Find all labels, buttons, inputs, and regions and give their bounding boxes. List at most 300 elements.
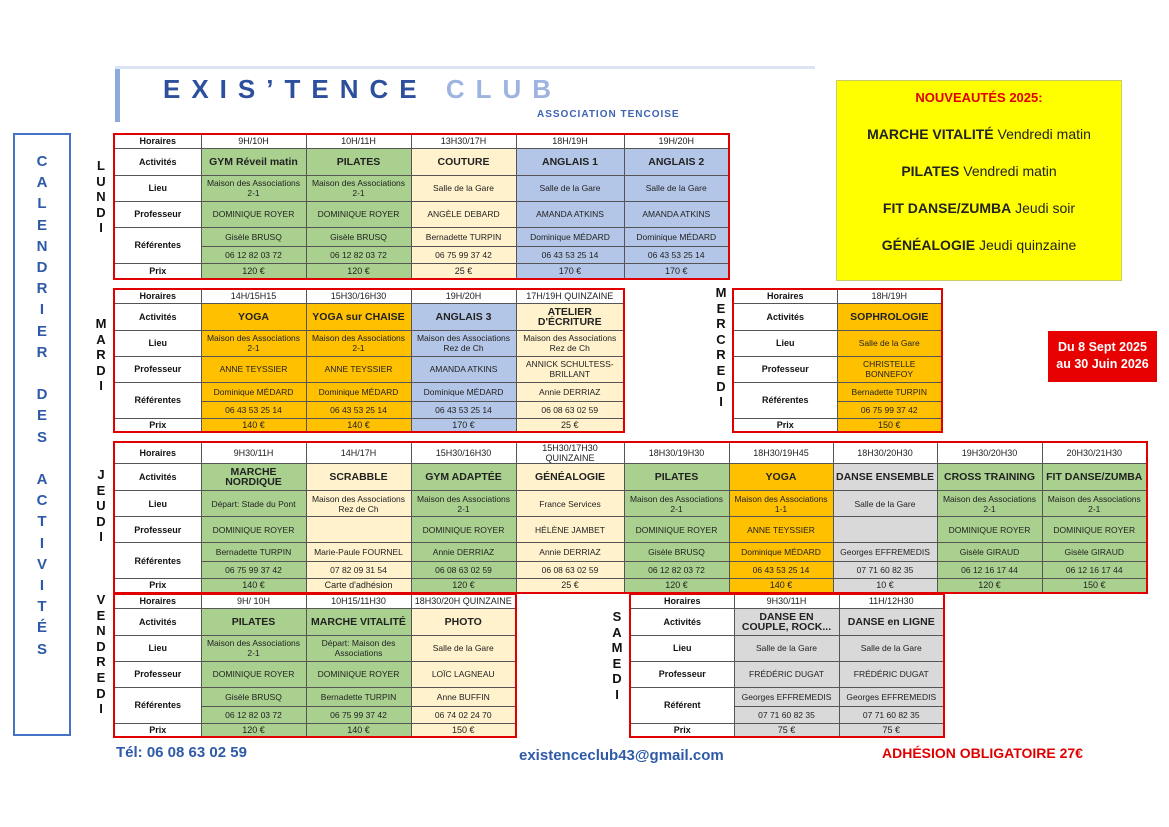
cell-tel: 06 74 02 24 70 bbox=[411, 706, 516, 723]
row-label-horaire: Horaires bbox=[733, 289, 837, 303]
row-label-horaire: Horaires bbox=[114, 594, 201, 608]
calendar-letter bbox=[15, 448, 69, 469]
table-row-lieu bbox=[114, 330, 624, 356]
schedule-table-jeudi bbox=[113, 441, 1148, 594]
cell-prix: 170 € bbox=[624, 263, 729, 279]
table-row-activite bbox=[114, 464, 1147, 491]
cell-prof: CHRISTELLE BONNEFOY bbox=[837, 356, 942, 382]
cell-ref: Gisèle BRUSQ bbox=[624, 543, 729, 562]
cell-prix: 25 € bbox=[516, 418, 624, 432]
calendar-letter: I bbox=[39, 534, 45, 552]
day-letter: E bbox=[96, 607, 106, 623]
cell-prof: AMANDA ATKINS bbox=[624, 201, 729, 227]
season-dates-line-2: au 30 Juin 2026 bbox=[1056, 357, 1149, 371]
cell-tel: 06 43 53 25 14 bbox=[516, 246, 624, 263]
day-letter: S bbox=[612, 609, 622, 624]
day-letter: M bbox=[611, 640, 623, 656]
cell-prof: ANGÈLE DEBARD bbox=[411, 201, 516, 227]
day-letter: D bbox=[96, 204, 106, 220]
day-label-lundi bbox=[93, 158, 109, 236]
day-letter: E bbox=[716, 300, 726, 316]
cell-tel: 06 12 82 03 72 bbox=[201, 706, 306, 723]
day-letter: I bbox=[99, 701, 103, 717]
calendar-label-box bbox=[13, 133, 71, 736]
day-label-mercredi bbox=[713, 285, 729, 410]
day-letter: D bbox=[716, 378, 726, 394]
cell-ref: Annie DERRIAZ bbox=[516, 382, 624, 401]
cell-lieu: Salle de la Gare bbox=[516, 175, 624, 201]
row-label-prix: Prix bbox=[733, 418, 837, 432]
cell-horaire: 18H/19H bbox=[516, 134, 624, 148]
cell-activite: PILATES bbox=[201, 608, 306, 635]
day-letter: I bbox=[99, 220, 103, 236]
cell-ref: Annie DERRIAZ bbox=[516, 543, 624, 562]
cell-prof: HÉLÈNE JAMBET bbox=[516, 517, 624, 543]
row-label-prix: Prix bbox=[114, 579, 201, 593]
cell-ref: Gisèle GIRAUD bbox=[1042, 543, 1147, 562]
day-letter: D bbox=[96, 362, 106, 378]
cell-tel: 07 82 09 31 54 bbox=[306, 562, 411, 579]
row-label-prof: Professeur bbox=[630, 661, 734, 687]
day-letter: R bbox=[716, 347, 726, 363]
cell-tel: 06 08 63 02 59 bbox=[516, 401, 624, 418]
cell-prof: LOÏC LAGNEAU bbox=[411, 661, 516, 687]
cell-activite: CROSS TRAINING bbox=[937, 464, 1042, 491]
day-letter: R bbox=[96, 347, 106, 363]
schedule-table-lundi bbox=[113, 133, 730, 280]
cell-lieu: Maison des Associations 2-1 bbox=[1042, 491, 1147, 517]
table-row-tel bbox=[114, 246, 729, 263]
row-label-prix: Prix bbox=[630, 723, 734, 737]
cell-lieu: Maison des Associations 2-1 bbox=[201, 330, 306, 356]
row-label-activite: Activités bbox=[630, 608, 734, 635]
cell-tel: 07 71 60 82 35 bbox=[833, 562, 937, 579]
cell-activite: YOGA bbox=[729, 464, 833, 491]
day-letter: V bbox=[96, 592, 106, 607]
table-row-lieu bbox=[733, 330, 942, 356]
row-label-ref: Référentes bbox=[114, 687, 201, 723]
news-line-2: PILATES Vendredi matin bbox=[901, 163, 1057, 179]
day-letter: I bbox=[99, 529, 103, 545]
cell-lieu: Salle de la Gare bbox=[837, 330, 942, 356]
table-row-ref bbox=[114, 543, 1147, 562]
cell-prof: ANNICK SCHULTESS-BRILLANT bbox=[516, 356, 624, 382]
table-row-prix bbox=[114, 579, 1147, 593]
calendar-letter: L bbox=[37, 195, 47, 213]
cell-prix: 25 € bbox=[516, 579, 624, 593]
cell-horaire: 15H30/17H30 QUINZAINE bbox=[516, 442, 624, 464]
calendar-letter: I bbox=[39, 577, 45, 595]
row-label-activite: Activités bbox=[733, 303, 837, 330]
table-row-ref bbox=[114, 687, 516, 706]
day-letter: J bbox=[97, 467, 105, 482]
day-letter: D bbox=[612, 671, 622, 687]
cell-prof: AMANDA ATKINS bbox=[411, 356, 516, 382]
club-logo bbox=[115, 66, 825, 122]
cell-lieu: Salle de la Gare bbox=[833, 491, 937, 517]
row-label-horaire: Horaires bbox=[114, 442, 201, 464]
row-label-prof: Professeur bbox=[114, 661, 201, 687]
cell-prix: 75 € bbox=[839, 723, 944, 737]
row-label-prof: Professeur bbox=[114, 517, 201, 543]
cell-activite: PILATES bbox=[624, 464, 729, 491]
calendar-letter: R bbox=[36, 280, 48, 298]
cell-activite: COUTURE bbox=[411, 148, 516, 175]
cell-lieu: Maison des Associations 2-1 bbox=[411, 491, 516, 517]
cell-tel: 06 12 82 03 72 bbox=[306, 246, 411, 263]
day-letter: E bbox=[716, 362, 726, 378]
cell-prix: 170 € bbox=[411, 418, 516, 432]
calendar-letter bbox=[15, 363, 69, 384]
cell-lieu: Salle de la Gare bbox=[734, 635, 839, 661]
cell-ref: Georges EFFREMEDIS bbox=[833, 543, 937, 562]
logo-top-line bbox=[115, 66, 815, 69]
cell-lieu: Salle de la Gare bbox=[411, 635, 516, 661]
cell-activite: ANGLAIS 1 bbox=[516, 148, 624, 175]
news-line-3: FIT DANSE/ZUMBA Jeudi soir bbox=[882, 200, 1076, 216]
cell-prix: Carte d'adhésion bbox=[306, 579, 411, 593]
season-dates-box bbox=[1048, 331, 1157, 382]
cell-tel: 06 75 99 37 42 bbox=[306, 706, 411, 723]
cell-tel: 06 12 16 17 44 bbox=[1042, 562, 1147, 579]
cell-tel: 06 43 53 25 14 bbox=[306, 401, 411, 418]
calendar-letter: E bbox=[36, 322, 47, 340]
cell-activite: ANGLAIS 3 bbox=[411, 303, 516, 330]
cell-prof bbox=[306, 517, 411, 543]
cell-lieu: Maison des Associations Rez de Ch bbox=[516, 330, 624, 356]
cell-tel: 06 12 82 03 72 bbox=[624, 562, 729, 579]
day-letter: N bbox=[96, 623, 106, 639]
row-label-ref: Référentes bbox=[733, 382, 837, 418]
row-label-prof: Professeur bbox=[733, 356, 837, 382]
logo-title-main: EXIS’TENCE bbox=[163, 74, 428, 104]
cell-ref: Bernadette TURPIN bbox=[837, 382, 942, 401]
table-row-prof bbox=[733, 356, 942, 382]
cell-prix: 120 € bbox=[624, 579, 729, 593]
calendar-letter: T bbox=[37, 513, 47, 531]
day-label-mardi bbox=[93, 316, 109, 394]
cell-tel: 06 75 99 37 42 bbox=[837, 401, 942, 418]
cell-activite: MARCHE NORDIQUE bbox=[201, 464, 306, 491]
table-row-prix bbox=[630, 723, 944, 737]
cell-prof: DOMINIQUE ROYER bbox=[1042, 517, 1147, 543]
cell-tel: 07 71 60 82 35 bbox=[839, 706, 944, 723]
logo-title-light: CLUB bbox=[445, 74, 563, 104]
cell-activite: SCRABBLE bbox=[306, 464, 411, 491]
row-label-activite: Activités bbox=[114, 303, 201, 330]
cell-activite: ATELIER D'ÉCRITURE bbox=[516, 303, 624, 330]
table-row-lieu bbox=[630, 635, 944, 661]
cell-tel: 06 43 53 25 14 bbox=[201, 401, 306, 418]
calendar-letter: T bbox=[37, 598, 47, 616]
cell-lieu: Départ: Maison des Associations bbox=[306, 635, 411, 661]
cell-prof: DOMINIQUE ROYER bbox=[201, 661, 306, 687]
cell-ref: Dominique MÉDARD bbox=[729, 543, 833, 562]
day-letter: D bbox=[96, 513, 106, 529]
cell-horaire: 15H30/16H30 bbox=[411, 442, 516, 464]
cell-prof: DOMINIQUE ROYER bbox=[937, 517, 1042, 543]
row-label-activite: Activités bbox=[114, 608, 201, 635]
cell-prof: AMANDA ATKINS bbox=[516, 201, 624, 227]
day-letter: U bbox=[96, 173, 106, 189]
cell-prix: 25 € bbox=[411, 263, 516, 279]
cell-horaire: 15H30/16H30 bbox=[306, 289, 411, 303]
day-letter: R bbox=[716, 316, 726, 332]
cell-prix: 150 € bbox=[837, 418, 942, 432]
table-row-horaire bbox=[630, 594, 944, 608]
logo-accent-bar bbox=[115, 66, 120, 122]
cell-ref: Marie-Paule FOURNEL bbox=[306, 543, 411, 562]
table-row-activite bbox=[114, 148, 729, 175]
cell-prof: ANNE TEYSSIER bbox=[201, 356, 306, 382]
row-label-ref: Référentes bbox=[114, 543, 201, 579]
cell-horaire: 19H30/20H30 bbox=[937, 442, 1042, 464]
cell-lieu: Maison des Associations 2-1 bbox=[624, 491, 729, 517]
table-row-activite bbox=[114, 303, 624, 330]
day-letter: E bbox=[612, 655, 622, 671]
cell-horaire: 9H30/11H bbox=[734, 594, 839, 608]
cell-horaire: 19H/20H bbox=[624, 134, 729, 148]
cell-prix: 140 € bbox=[306, 418, 411, 432]
day-label-samedi bbox=[609, 609, 625, 703]
cell-lieu: Maison des Associations 2-1 bbox=[201, 175, 306, 201]
cell-lieu: Maison des Associations Rez de Ch bbox=[411, 330, 516, 356]
cell-prix: 150 € bbox=[1042, 579, 1147, 593]
cell-prix: 140 € bbox=[201, 579, 306, 593]
table-row-activite bbox=[630, 608, 944, 635]
cell-prix: 120 € bbox=[201, 723, 306, 737]
schedule-table-vendredi bbox=[113, 593, 517, 738]
cell-activite: PHOTO bbox=[411, 608, 516, 635]
cell-horaire: 11H/12H30 bbox=[839, 594, 944, 608]
row-label-horaire: Horaires bbox=[114, 134, 201, 148]
cell-activite: DANSE EN COUPLE, ROCK... bbox=[734, 608, 839, 635]
day-letter: I bbox=[719, 394, 723, 410]
cell-ref: Dominique MÉDARD bbox=[516, 227, 624, 246]
day-letter: A bbox=[96, 331, 106, 347]
cell-prix: 120 € bbox=[306, 263, 411, 279]
cell-horaire: 9H/ 10H bbox=[201, 594, 306, 608]
table-row-horaire bbox=[114, 134, 729, 148]
calendar-letter: N bbox=[36, 237, 48, 255]
cell-activite: DANSE en LIGNE bbox=[839, 608, 944, 635]
cell-prof: DOMINIQUE ROYER bbox=[201, 517, 306, 543]
table-row-horaire bbox=[114, 442, 1147, 464]
cell-prix: 120 € bbox=[411, 579, 516, 593]
cell-prof: DOMINIQUE ROYER bbox=[306, 661, 411, 687]
cell-prix: 140 € bbox=[729, 579, 833, 593]
table-row-lieu bbox=[114, 635, 516, 661]
table-row-prof bbox=[114, 201, 729, 227]
cell-activite: PILATES bbox=[306, 148, 411, 175]
cell-ref: Gisèle BRUSQ bbox=[306, 227, 411, 246]
day-letter: A bbox=[612, 624, 622, 640]
calendar-letter: R bbox=[36, 343, 48, 361]
cell-ref: Dominique MÉDARD bbox=[624, 227, 729, 246]
cell-prix: 75 € bbox=[734, 723, 839, 737]
table-row-ref bbox=[114, 227, 729, 246]
row-label-ref: Référentes bbox=[114, 382, 201, 418]
table-row-prof bbox=[630, 661, 944, 687]
cell-ref: Bernadette TURPIN bbox=[306, 687, 411, 706]
news-line-1: MARCHE VITALITÉ Vendredi matin bbox=[867, 126, 1091, 142]
schedule-table-mercredi bbox=[732, 288, 943, 433]
footer-phone: Tél: 06 08 63 02 59 bbox=[116, 744, 247, 761]
table-row-prof bbox=[114, 517, 1147, 543]
cell-activite: YOGA bbox=[201, 303, 306, 330]
calendar-letter: E bbox=[36, 407, 47, 425]
calendar-letter: V bbox=[36, 555, 47, 573]
cell-horaire: 9H30/11H bbox=[201, 442, 306, 464]
row-label-horaire: Horaires bbox=[630, 594, 734, 608]
row-label-lieu: Lieu bbox=[114, 635, 201, 661]
news-line-4: GÉNÉALOGIE Jeudi quinzaine bbox=[881, 237, 1077, 253]
schedule-table-samedi bbox=[629, 593, 945, 738]
calendar-letter: A bbox=[36, 471, 48, 489]
cell-horaire: 18H30/19H45 bbox=[729, 442, 833, 464]
cell-ref: Georges EFFREMEDIS bbox=[839, 687, 944, 706]
row-label-activite: Activités bbox=[114, 464, 201, 491]
cell-tel: 06 08 63 02 59 bbox=[411, 562, 516, 579]
cell-horaire: 18H/19H bbox=[837, 289, 942, 303]
cell-prof: FRÉDÉRIC DUGAT bbox=[734, 661, 839, 687]
cell-prix: 120 € bbox=[201, 263, 306, 279]
cell-prix: 140 € bbox=[201, 418, 306, 432]
cell-prof: ANNE TEYSSIER bbox=[729, 517, 833, 543]
cell-prof: DOMINIQUE ROYER bbox=[411, 517, 516, 543]
cell-lieu: Maison des Associations 2-1 bbox=[306, 175, 411, 201]
row-label-ref: Référentes bbox=[114, 227, 201, 263]
cell-ref: Gisèle BRUSQ bbox=[201, 687, 306, 706]
cell-prix: 120 € bbox=[937, 579, 1042, 593]
calendar-letter: E bbox=[36, 216, 47, 234]
cell-lieu: Maison des Associations Rez de Ch bbox=[306, 491, 411, 517]
day-letter: R bbox=[96, 654, 106, 670]
cell-tel: 06 43 53 25 14 bbox=[729, 562, 833, 579]
table-row-ref bbox=[630, 687, 944, 706]
calendar-letter: S bbox=[36, 428, 47, 446]
cell-horaire: 13H30/17H bbox=[411, 134, 516, 148]
day-letter: M bbox=[95, 316, 107, 331]
cell-tel: 06 75 99 37 42 bbox=[201, 562, 306, 579]
table-row-prix bbox=[114, 723, 516, 737]
cell-activite: GÉNÉALOGIE bbox=[516, 464, 624, 491]
cell-prof: DOMINIQUE ROYER bbox=[306, 201, 411, 227]
table-row-activite bbox=[733, 303, 942, 330]
table-row-horaire bbox=[114, 594, 516, 608]
cell-horaire: 18H30/20H30 bbox=[833, 442, 937, 464]
cell-horaire: 10H/11H bbox=[306, 134, 411, 148]
row-label-lieu: Lieu bbox=[114, 330, 201, 356]
news-title: NOUVEAUTÉS 2025: bbox=[915, 90, 1043, 105]
table-row-prof bbox=[114, 661, 516, 687]
cell-horaire: 20H30/21H30 bbox=[1042, 442, 1147, 464]
row-label-lieu: Lieu bbox=[733, 330, 837, 356]
table-row-prix bbox=[114, 263, 729, 279]
cell-horaire: 14H/17H bbox=[306, 442, 411, 464]
cell-horaire: 18H30/19H30 bbox=[624, 442, 729, 464]
day-letter: M bbox=[715, 285, 727, 300]
table-row-lieu bbox=[114, 175, 729, 201]
cell-ref: Gisèle GIRAUD bbox=[937, 543, 1042, 562]
cell-tel: 06 12 16 17 44 bbox=[937, 562, 1042, 579]
cell-activite: DANSE ENSEMBLE bbox=[833, 464, 937, 491]
season-dates-line-1: Du 8 Sept 2025 bbox=[1058, 340, 1147, 354]
cell-lieu: Salle de la Gare bbox=[411, 175, 516, 201]
news-box bbox=[836, 80, 1122, 281]
schedule-table-mardi bbox=[113, 288, 625, 433]
cell-lieu: Maison des Associations 2-1 bbox=[937, 491, 1042, 517]
cell-lieu: Départ: Stade du Pont bbox=[201, 491, 306, 517]
cell-horaire: 14H/15H15 bbox=[201, 289, 306, 303]
cell-prof: ANNE TEYSSIER bbox=[306, 356, 411, 382]
cell-lieu: Maison des Associations 1-1 bbox=[729, 491, 833, 517]
row-label-activite: Activités bbox=[114, 148, 201, 175]
calendar-letter: D bbox=[36, 386, 48, 404]
row-label-lieu: Lieu bbox=[630, 635, 734, 661]
calendar-letter: A bbox=[36, 174, 48, 192]
table-row-activite bbox=[114, 608, 516, 635]
footer-email[interactable]: existenceclub43@gmail.com bbox=[519, 747, 724, 764]
day-letter: U bbox=[96, 498, 106, 514]
table-row-lieu bbox=[114, 491, 1147, 517]
table-row-horaire bbox=[733, 289, 942, 303]
cell-tel: 06 43 53 25 14 bbox=[411, 401, 516, 418]
row-label-prix: Prix bbox=[114, 418, 201, 432]
cell-ref: Dominique MÉDARD bbox=[201, 382, 306, 401]
table-row-horaire bbox=[114, 289, 624, 303]
logo-subtitle: ASSOCIATION TENCOISE bbox=[537, 109, 680, 120]
table-row-ref bbox=[733, 382, 942, 401]
row-label-ref: Référent bbox=[630, 687, 734, 723]
row-label-lieu: Lieu bbox=[114, 175, 201, 201]
table-row-tel bbox=[114, 562, 1147, 579]
table-row-prof bbox=[114, 356, 624, 382]
day-label-jeudi bbox=[93, 467, 109, 545]
calendar-letter: É bbox=[36, 619, 47, 637]
cell-tel: 07 71 60 82 35 bbox=[734, 706, 839, 723]
row-label-horaire: Horaires bbox=[114, 289, 201, 303]
row-label-lieu: Lieu bbox=[114, 491, 201, 517]
table-row-prix bbox=[733, 418, 942, 432]
cell-prix: 140 € bbox=[306, 723, 411, 737]
cell-tel: 06 43 53 25 14 bbox=[624, 246, 729, 263]
calendar-letter: C bbox=[36, 153, 48, 170]
calendar-letter: I bbox=[39, 301, 45, 319]
cell-prof: FRÉDÉRIC DUGAT bbox=[839, 661, 944, 687]
cell-activite: GYM Réveil matin bbox=[201, 148, 306, 175]
calendar-letter: D bbox=[36, 259, 48, 277]
cell-ref: Gisèle BRUSQ bbox=[201, 227, 306, 246]
cell-lieu: Salle de la Gare bbox=[839, 635, 944, 661]
cell-horaire: 19H/20H bbox=[411, 289, 516, 303]
day-letter: L bbox=[97, 158, 105, 173]
row-label-prof: Professeur bbox=[114, 201, 201, 227]
cell-activite: GYM ADAPTÉE bbox=[411, 464, 516, 491]
day-label-vendredi bbox=[93, 592, 109, 717]
calendar-label-text bbox=[15, 151, 69, 660]
cell-horaire: 18H30/20H QUINZAINE bbox=[411, 594, 516, 608]
calendar-letter: S bbox=[36, 640, 47, 658]
cell-lieu: France Services bbox=[516, 491, 624, 517]
cell-prof bbox=[833, 517, 937, 543]
cell-ref: Georges EFFREMEDIS bbox=[734, 687, 839, 706]
logo-title bbox=[163, 74, 562, 105]
cell-tel: 06 12 82 03 72 bbox=[201, 246, 306, 263]
cell-prof: DOMINIQUE ROYER bbox=[624, 517, 729, 543]
calendar-letter: C bbox=[36, 492, 48, 510]
footer-membership-fee: ADHÉSION OBLIGATOIRE 27€ bbox=[882, 745, 1083, 761]
